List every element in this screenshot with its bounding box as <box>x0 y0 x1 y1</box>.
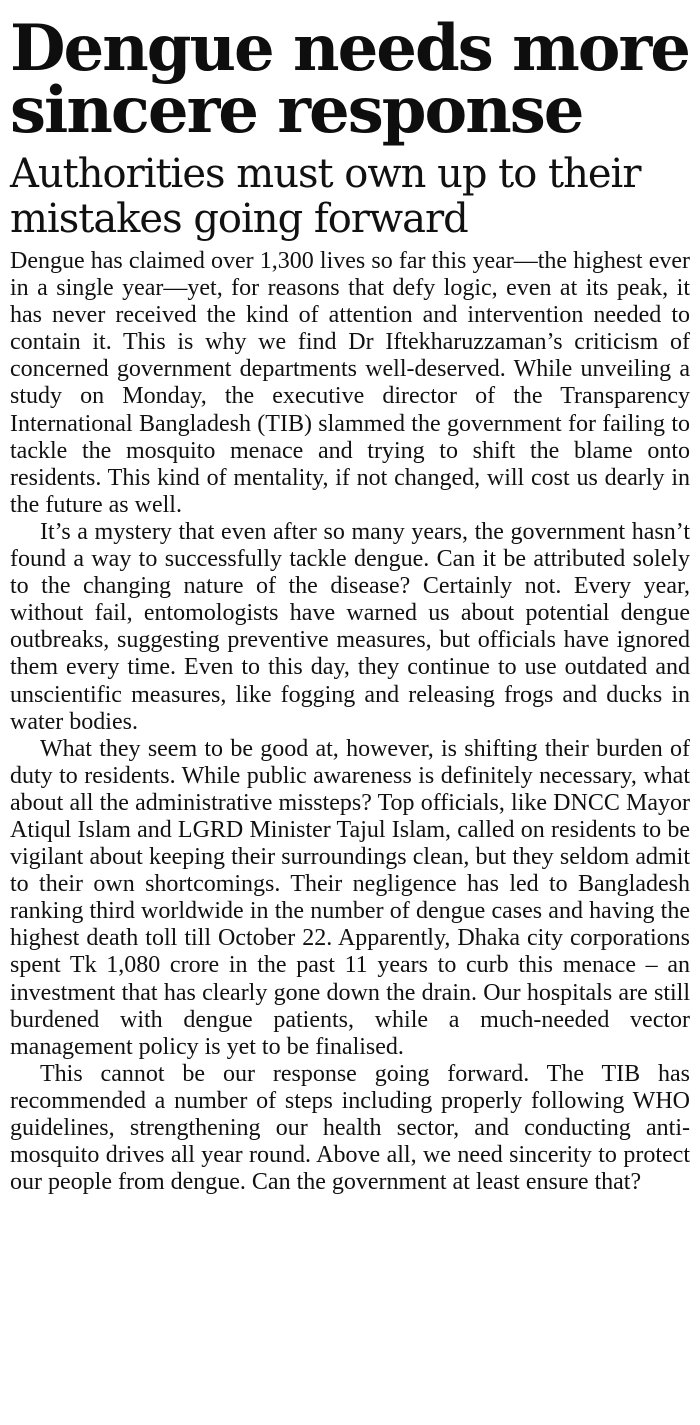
article-body <box>10 248 690 1196</box>
paragraph-1: Dengue has claimed over 1,300 lives so far this year—the highest ever in a single year—yet, for reasons that defy logic, even at its peak, it has never received the kind of attention and intervention needed to contain it. This is why we find Dr Iftekharuzzaman’s criticism of concerned government departments well-deserved. While unveiling a study on Monday, the executive director of the Transparency International Bangladesh (TIB) slammed the government for failing to tackle the mosquito menace and trying to shift the blame onto residents. This kind of mentality, if not changed, will cost us dearly in the future as well. <box>10 248 690 518</box>
paragraph-3: What they seem to be good at, however, is shifting their burden of duty to residents. While public awareness is definitely necessary, what about all the administrative missteps? Top officials, like DNCC Mayor Atiqul Islam and LGRD Minister Tajul Islam, called on residents to be vigilant about keeping their surroundings clean, but they seldom admit to their own shortcomings. Their negligence has led to Bangladesh ranking third worldwide in the number of dengue cases and having the highest death toll till October 22. Apparently, Dhaka city corporations spent Tk 1,080 crore in the past 11 years to curb this menace – an investment that has clearly gone down the drain. Our hospitals are still burdened with dengue patients, while a much-needed vector management policy is yet to be finalised. <box>10 735 690 1060</box>
subheadline: Authorities must own up to their mistakes going forward <box>10 151 641 242</box>
paragraph-4: This cannot be our response going forward. The TIB has recommended a number of steps including properly following WHO guidelines, strengthening our health sector, and conducting anti-mosquito drives all year round. Above all, we need sincerity to protect our people from dengue. Can the government at least ensure that? <box>10 1060 690 1196</box>
paragraph-2: It’s a mystery that even after so many years, the government hasn’t found a way to successfully tackle dengue. Can it be attributed solely to the changing nature of the disease? Certainly not. Every year, without fail, entomologists have warned us about potential dengue outbreaks, suggesting preventive measures, but officials have ignored them every time. Even to this day, they continue to use outdated and unscientific measures, like fogging and releasing frogs and ducks in water bodies. <box>10 518 690 735</box>
headline: Dengue needs more sincere response <box>10 11 689 148</box>
editorial-article <box>10 11 690 1196</box>
